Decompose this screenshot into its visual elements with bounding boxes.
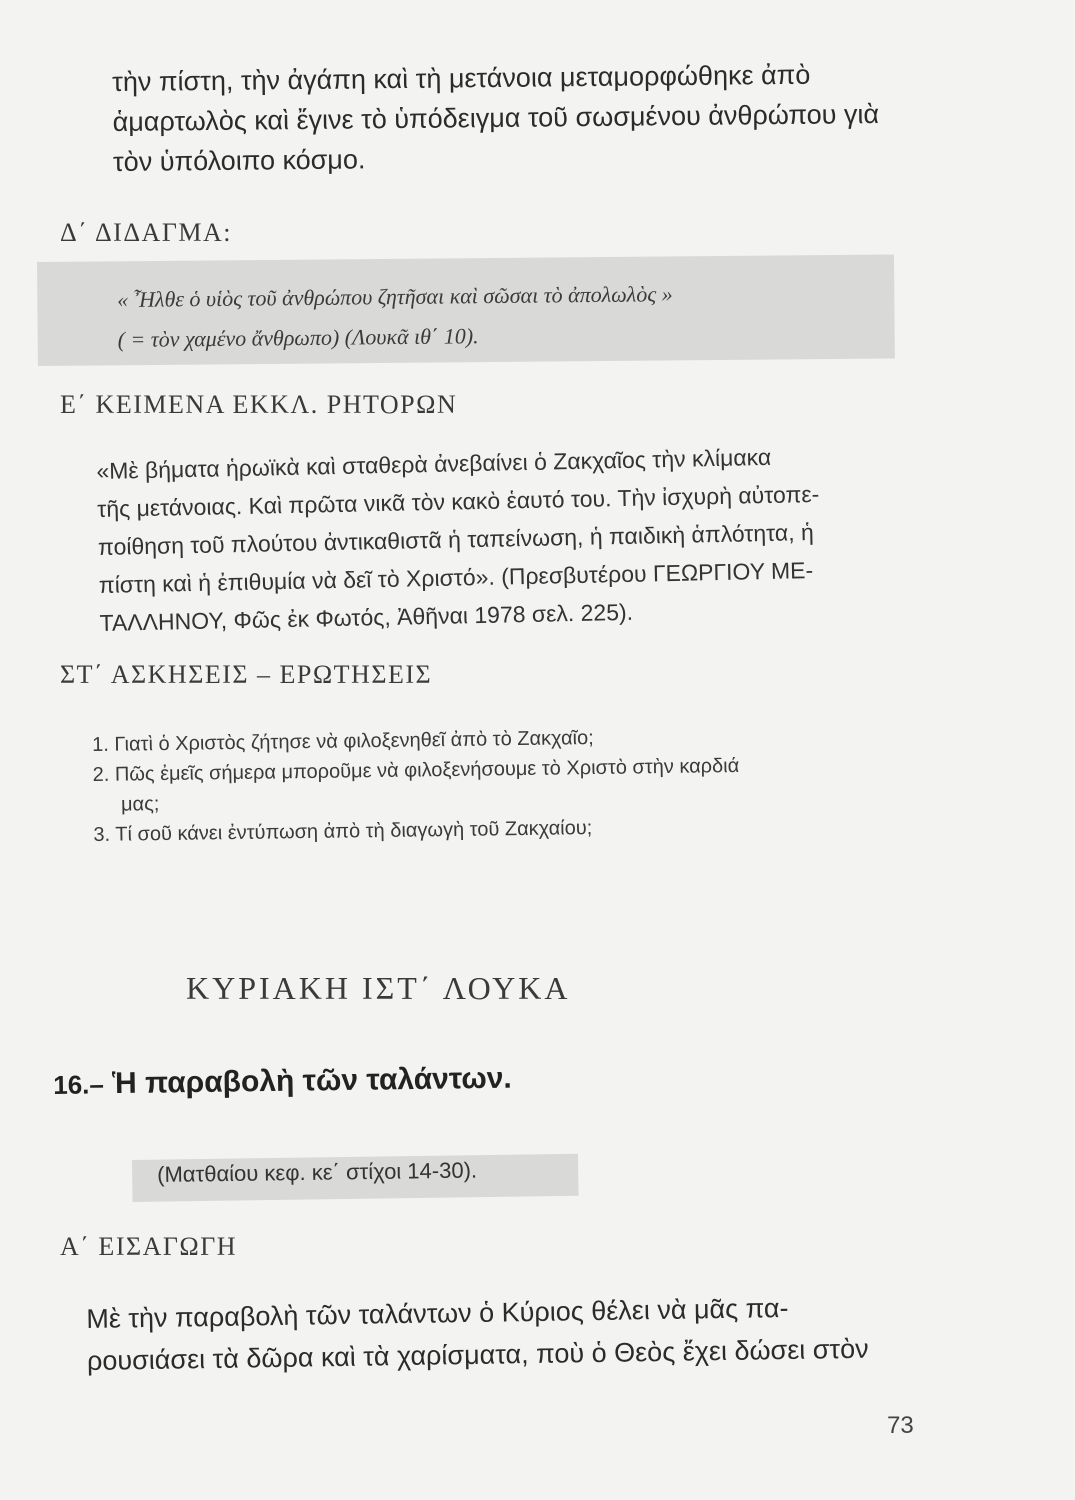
- text-line: ΤΑΛΛΗΝΟΥ, Φῶς ἐκ Φωτός, Ἀθῆναι 1978 σελ. 225).: [99, 598, 634, 636]
- list-item: 2. Πῶς ἐμεῖς σήμερα μποροῦμε νὰ φιλοξενήσουμε τὸ Χριστὸ στὴν καρδιά: [92, 754, 740, 786]
- section-heading-askiseis: ΣΤ΄ ΑΣΚΗΣΕΙΣ – ΕΡΩΤΗΣΕΙΣ: [60, 660, 433, 689]
- section-heading-eisagogi: Α΄ ΕΙΣΑΓΩΓΗ: [60, 1232, 238, 1261]
- text-line: «Μὲ βήματα ἡρωϊκὰ καὶ σταθερὰ ἀνεβαίνει ὁ Ζακχαῖος τὴν κλίμακα: [96, 443, 772, 484]
- lesson-title: [53, 1062, 512, 1102]
- list-item: 3. Τί σοῦ κάνει ἐντύπωση ἀπὸ τὴ διαγωγὴ τοῦ Ζακχαίου;: [93, 817, 593, 846]
- quote-line: « Ἦλθε ὁ υἱὸς τοῦ ἀνθρώπου ζητῆσαι καὶ σῶσαι τὸ ἀπολωλὸς »: [117, 281, 673, 312]
- lesson-number: 16.–: [53, 1069, 105, 1100]
- text-line: ποίθηση τοῦ πλούτου ἀντικαθιστᾶ ἡ ταπείνωση, ἡ παιδικὴ ἁπλότητα, ἡ: [97, 518, 815, 560]
- text-line: ἁμαρτωλὸς καὶ ἔγινε τὸ ὑπόδειγμα τοῦ σωσμένου ἀνθρώπου γιὰ: [112, 98, 880, 137]
- scripture-reference: (Ματθαίου κεφ. κε΄ στίχοι 14-30).: [157, 1157, 478, 1187]
- intro-paragraph: [112, 54, 880, 182]
- exercise-list: [92, 721, 740, 850]
- quote-line: ( = τὸν χαμένο ἄνθρωπο) (Λουκᾶ ιθ΄ 10).: [117, 323, 479, 352]
- text-line: Μὲ τὴν παραβολὴ τῶν ταλάντων ὁ Κύριος θέλει νὰ μᾶς πα-: [86, 1292, 789, 1334]
- text-line: τῆς μετάνοιας. Καὶ πρῶτα νικᾶ τὸν κακὸ ἑαυτό του. Τὴν ἰσχυρὴ αὐτοπε-: [96, 480, 820, 522]
- sunday-title: ΚΥΡΙΑΚΗ ΙΣΤ΄ ΛΟΥΚΑ: [186, 970, 571, 1006]
- rhetors-text-paragraph: [96, 437, 822, 642]
- introduction-paragraph: [86, 1286, 869, 1382]
- text-line: τὸν ὑπόλοιπο κόσμο.: [112, 144, 366, 177]
- text-line: πίστη καὶ ἡ ἐπιθυμία νὰ δεῖ τὸ Χριστό». (Πρεσβυτέρου ΓΕΩΡΓΙΟΥ ΜΕ-: [98, 557, 814, 598]
- list-item: 1. Γιατὶ ὁ Χριστὸς ζήτησε νὰ φιλοξενηθεῖ ἀπὸ τὸ Ζακχαῖο;: [92, 726, 594, 756]
- section-heading-keimena: Ε΄ ΚΕΙΜΕΝΑ ΕΚΚΛ. ΡΗΤΟΡΩΝ: [60, 390, 458, 419]
- text-line: τὴν πίστη, τὴν ἀγάπη καὶ τὴ μετάνοια μεταμορφώθηκε ἀπὸ: [112, 59, 811, 97]
- text-line: ρουσιάσει τὰ δῶρα καὶ τὰ χαρίσματα, ποὺ ὁ Θεὸς ἔχει δώσει στὸν: [86, 1333, 869, 1376]
- list-item-continuation: μας;: [120, 793, 160, 816]
- lesson-title-text: Ἡ παραβολὴ τῶν ταλάντων.: [111, 1061, 512, 1101]
- page-number: 73: [887, 1412, 914, 1439]
- scripture-quote: [117, 274, 673, 360]
- section-heading-didagma: Δ΄ ΔΙΔΑΓΜΑ:: [60, 218, 232, 247]
